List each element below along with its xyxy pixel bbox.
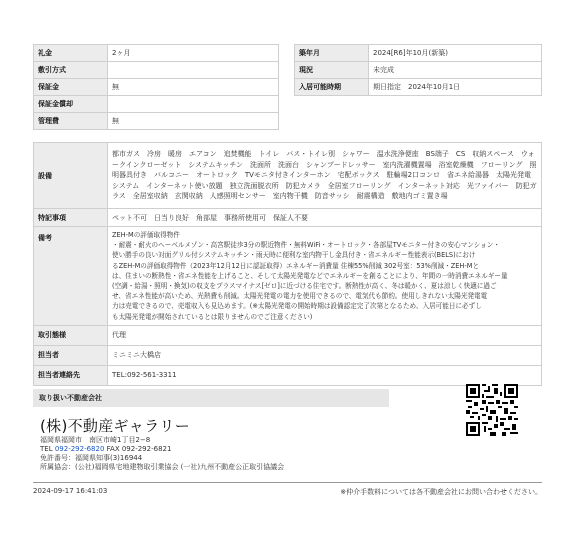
label-deposit: 保証金 xyxy=(34,79,108,96)
building-status-table xyxy=(294,44,542,96)
row-staff xyxy=(34,345,542,365)
label-deposit-amortization: 保証金償却 xyxy=(34,96,108,113)
tel-prefix: TEL xyxy=(40,445,55,453)
remarks-line: ZEH-Mの評価取得物件 xyxy=(112,231,180,239)
remarks-line: は、住まいの断熱性・省エネ性能を上げること、そして太陽光発電などでエネルギーを創ることにより、年間の一時消費エネルギー量 xyxy=(112,271,508,280)
remarks-line: るZEH-Mの評価取得物件（2023年12月12日に認証取得）エネルギー消費量 住棟55%削減 302号室：53%削減・ZEH-Mと xyxy=(112,261,480,270)
remarks-line: (空調・給湯・照明・換気)の収支をプラスマイナス[ゼロ]に近づける住宅です。断熱性が高く、冬は暖かく、夏は涼しく快適に過ご xyxy=(112,282,497,291)
value-staff: ミニミニ大橋店 xyxy=(108,345,542,365)
value-move-in: 期日指定 2024年10月1日 xyxy=(369,79,542,96)
remarks-line: も太陽光発電が開始されているとは限りませんのでご注意ください) xyxy=(112,312,313,321)
row-contact xyxy=(34,365,542,385)
remarks-line: せ、省エネ性能が高いため、光熱費も削減。太陽光発電の電力を使用できるので、電気代も節約。使用しきれない太陽光発電電 xyxy=(112,292,488,301)
label-status: 現況 xyxy=(295,62,369,79)
remarks-line: 使い勝手の良い対面グリル付システムキッチン・雨天時に便利な室内物干し金具付き・省エネルギー性能表示(BELS)におけ xyxy=(112,251,476,260)
value-shikibiki xyxy=(108,62,279,79)
value-status: 未完成 xyxy=(369,62,542,79)
row-move-in xyxy=(295,79,542,96)
property-details-table xyxy=(33,142,542,386)
company-fax: FAX 092-292-6821 xyxy=(104,445,172,453)
value-built: 2024[R6]年10月(新築) xyxy=(369,45,542,62)
value-reikin: 2ヶ月 xyxy=(108,45,279,62)
row-shikibiki xyxy=(34,62,279,79)
row-status xyxy=(295,62,542,79)
label-built: 築年月 xyxy=(295,45,369,62)
value-remarks xyxy=(108,227,542,326)
company-name: (株)不動産ギャラリー xyxy=(40,417,191,435)
label-reikin: 礼金 xyxy=(34,45,108,62)
row-special xyxy=(34,209,542,227)
value-management-fee: 無 xyxy=(108,113,279,130)
office-section-header: 取り扱い不動産会社 xyxy=(33,389,389,407)
contact-phone-link[interactable]: TEL:092-561-3311 xyxy=(108,365,542,385)
row-management-fee xyxy=(34,113,279,130)
value-transaction: 代理 xyxy=(108,325,542,345)
value-deposit-amortization xyxy=(108,96,279,113)
company-address: 福岡県福岡市 南区市崎1丁目2−8 xyxy=(40,436,151,444)
row-equipment xyxy=(34,143,542,209)
label-remarks: 備考 xyxy=(34,227,108,326)
label-contact: 担当者連絡先 xyxy=(34,365,108,385)
row-reikin xyxy=(34,45,279,62)
row-remarks xyxy=(34,227,542,326)
row-transaction xyxy=(34,325,542,345)
row-deposit xyxy=(34,79,279,96)
label-staff: 担当者 xyxy=(34,345,108,365)
value-special: ペット不可 日当り良好 角部屋 事務所使用可 保証人不要 xyxy=(108,209,542,227)
footer-note: ※仲介手数料については各不動産会社にお問い合わせください。 xyxy=(340,488,542,496)
label-shikibiki: 敷引方式 xyxy=(34,62,108,79)
label-transaction: 取引態様 xyxy=(34,325,108,345)
label-move-in: 入居可能時期 xyxy=(295,79,369,96)
label-special: 特記事項 xyxy=(34,209,108,227)
company-license: 免許番号：福岡県知事(3)16944 xyxy=(40,454,143,462)
footer-divider xyxy=(33,482,542,483)
qr-code xyxy=(466,384,518,436)
row-built xyxy=(295,45,542,62)
row-deposit-amortization xyxy=(34,96,279,113)
company-tel-link[interactable]: 092-292-6820 xyxy=(54,445,105,453)
value-deposit: 無 xyxy=(108,79,279,96)
label-management-fee: 管理費 xyxy=(34,113,108,130)
remarks-line: 力は売電できるので、売電収入も見込めます。(※太陽光発電の開始時期は設備認定完了次第となるため、入居可能日に必ずし xyxy=(112,302,482,311)
remarks-line: ・耐震・耐火のヘーベルメゾン・高宮駅徒歩3分の駅近物件・無料WiFi・オートロック・各部屋TVモニター付きの安心マンション・ xyxy=(112,241,500,250)
value-equipment: 都市ガス 冷房 暖房 エアコン 追焚機能 トイレ バス・トイレ別 シャワー 温水洗浄便座 BS端子 CS 収納スペース ウォークインクローゼット システムキッチン 洗面所 洗面台 シャンプードレッサー 室内洗濯機置場 浴室乾燥機 フローリング 照明器具付き バルコニー オートロック TVモニタ付きインターホン 宅配ボックス 駐輪場2口コンロ 省エネ給湯器 太陽光発電システム インターネット使い放題 独立洗面脱衣所 防犯カメラ 全居室フローリング インターネット対応 光ファイバー 防犯ガラス 全居室収納 玄関収納 人感照明センサー 室内物干機 防音サッシ 耐震構造 敷地内ゴミ置き場 xyxy=(108,143,542,209)
print-timestamp: 2024-09-17 16:41:03 xyxy=(33,487,108,495)
label-equipment: 設備 xyxy=(34,143,108,209)
company-association: 所属協会：(公社)福岡県宅地建物取引業協会 (一社)九州不動産公正取引協議会 xyxy=(40,463,285,471)
company-phones xyxy=(40,445,171,453)
rent-terms-table xyxy=(33,44,279,130)
